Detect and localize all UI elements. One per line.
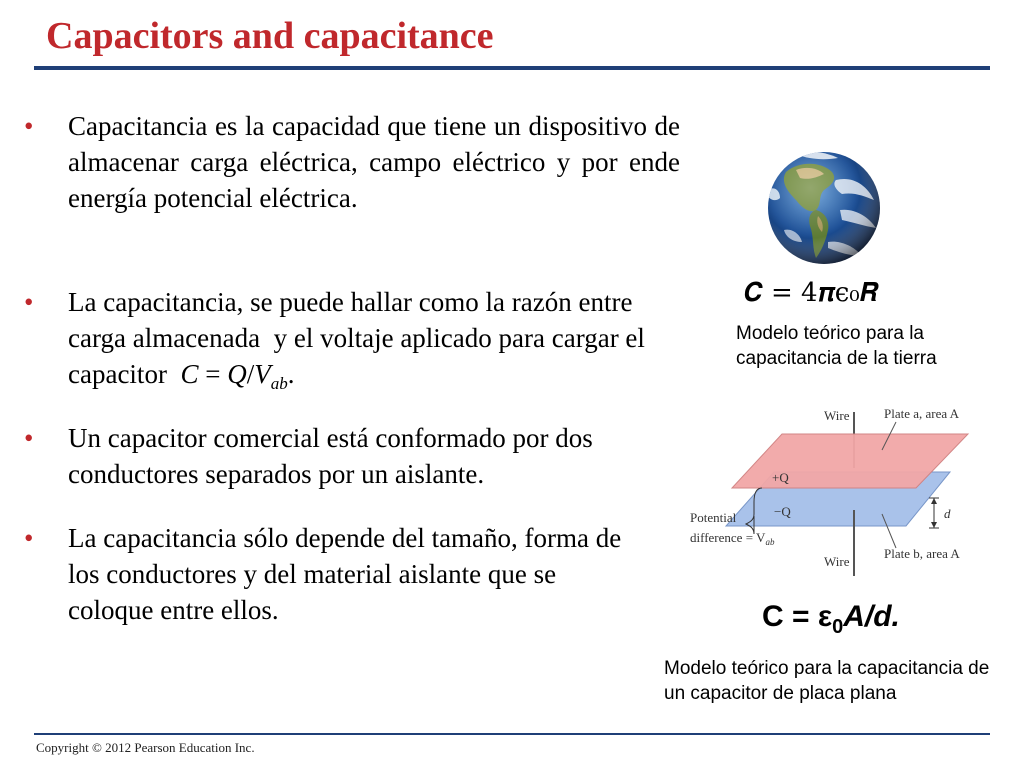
plate-caption: Modelo teórico para la capacitancia de un capacitor de placa plana bbox=[664, 658, 990, 704]
bullet-marker: • bbox=[24, 287, 34, 317]
slide-title: Capacitors and capacitance bbox=[46, 15, 494, 57]
bullet-text bbox=[68, 284, 680, 402]
formula-main: C = ε bbox=[762, 600, 833, 633]
plate-b-label: Plate b, area A bbox=[884, 546, 960, 561]
bullet-marker: • bbox=[24, 523, 34, 553]
minus-q-label: −Q bbox=[774, 504, 791, 519]
formula-symbol-c: C bbox=[180, 359, 199, 389]
d-label: d bbox=[944, 506, 951, 521]
formula-subscript: 0 bbox=[832, 616, 844, 638]
plus-q-label: +Q bbox=[772, 470, 789, 485]
formula-symbol-v: V bbox=[254, 359, 271, 389]
formula-symbol-q: Q bbox=[227, 359, 247, 389]
footer-divider bbox=[34, 733, 990, 735]
bullet-marker: • bbox=[24, 111, 34, 141]
bullet-text: Un capacitor comercial está conformado por dos conductores separados por un aislante. bbox=[68, 423, 593, 489]
copyright-notice: Copyright © 2012 Pearson Education Inc. bbox=[36, 740, 255, 755]
bullet-text: La capacitancia sólo depende del tamaño, forma de los conductores y del material aislante que se coloque entre ellos. bbox=[68, 523, 622, 625]
formula-period: . bbox=[287, 359, 295, 389]
title-divider bbox=[34, 66, 990, 70]
formula-subscript: ab bbox=[270, 374, 288, 393]
bullet-marker: • bbox=[24, 423, 34, 453]
potential-label-2: difference = $V_{ab}$ bbox=[690, 530, 775, 547]
bullet-text: Capacitancia es la capacidad que tiene un dispositivo de almacenar carga eléctrica, campo eléctrico y por ende energía potencial eléctrica. bbox=[68, 111, 680, 213]
wire-bottom-label: Wire bbox=[824, 554, 850, 569]
formula-slash: / bbox=[246, 359, 255, 389]
earth-capacitance-formula: 𝑪 = 4𝝅ϵ₀𝑹 bbox=[744, 278, 879, 308]
formula-rest: A/d. bbox=[843, 600, 900, 633]
earth-caption: Modelo teórico para la capacitancia de la tierra bbox=[736, 323, 937, 369]
wire-top-label: Wire bbox=[824, 408, 850, 423]
bullet-text-part: La capacitancia, se puede hallar como la razón entre carga almacenada y el voltaje aplicado para cargar el capacitor bbox=[68, 287, 652, 389]
plate-capacitance-formula bbox=[762, 600, 900, 639]
parallel-plate-diagram bbox=[686, 398, 986, 588]
earth-image bbox=[766, 150, 882, 266]
formula-equals: = bbox=[198, 359, 228, 389]
plate-a-label: Plate a, area A bbox=[884, 406, 960, 421]
potential-label-1: Potential bbox=[690, 510, 737, 525]
